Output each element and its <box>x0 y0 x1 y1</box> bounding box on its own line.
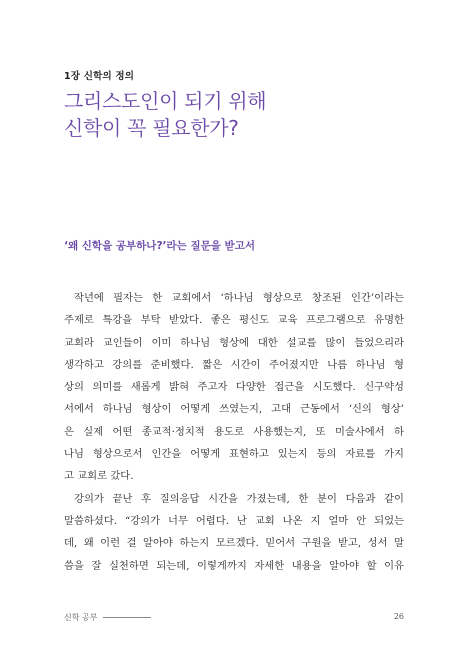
running-title: 신학 공부 <box>64 613 98 622</box>
paragraph-line: 은 실제 어떤 종교적·정치적 용도로 사용했는지, 또 미술사에서 하 <box>64 425 404 438</box>
paragraph-line: 서에서 하나님 형상이 어떻게 쓰였는지, 고대 근동에서 ‘신의 형상’ <box>64 403 404 416</box>
chapter-title-line: 신학이 꼭 필요한가? <box>64 116 239 140</box>
paragraph-line: 작년에 필자는 한 교회에서 ‘하나님 형상으로 창조된 인간’이라는 <box>74 292 404 304</box>
chapter-title <box>64 88 266 142</box>
paragraph-line: 데, 왜 이런 걸 알아야 하는지 모르겠다. 믿어서 구원을 받고, 성서 말 <box>64 537 404 550</box>
page-number: 26 <box>393 612 404 621</box>
chapter-title-line: 그리스도인이 되기 위해 <box>64 89 267 113</box>
paragraph-line: 주제로 특강을 부탁 받았다. 좋은 평신도 교육 프로그램으로 유명한 <box>64 314 404 327</box>
paragraph-line: 씀을 잘 실천하면 되는데, 이렇게까지 자세한 내용을 알아야 할 이유 <box>64 559 404 572</box>
paragraph-line: 교회라 교인들이 이미 하나님 형상에 대한 설교를 많이 들었으리라 <box>64 336 404 349</box>
chapter-label: 1장 신학의 정의 <box>64 71 135 82</box>
paragraph-line: 생각하고 강의를 준비했다. 짧은 시간이 주어졌지만 나름 하나님 형 <box>64 358 404 371</box>
paragraph-line: 말씀하셨다. “강의가 너무 어렵다. 난 교회 나온 지 얼마 안 되었는 <box>64 514 404 527</box>
paragraph-line: 나님 형상으로서 인간을 어떻게 표현하고 있는지 등의 자료를 가지 <box>64 448 404 461</box>
paragraph-line: 고 교회로 갔다. <box>64 470 134 483</box>
running-footer <box>64 612 151 623</box>
body-text <box>64 287 404 577</box>
paragraph-line: 강의가 끝난 후 질의응답 시간을 가졌는데, 한 분이 다음과 같이 <box>74 492 404 505</box>
section-heading: ‘왜 신학을 공부하나?’라는 질문을 받고서 <box>64 240 255 252</box>
footer-rule <box>103 617 151 618</box>
paragraph-line: 상의 의미를 새롭게 밝혀 주고자 다양한 접근을 시도했다. 신구약성 <box>64 381 404 394</box>
